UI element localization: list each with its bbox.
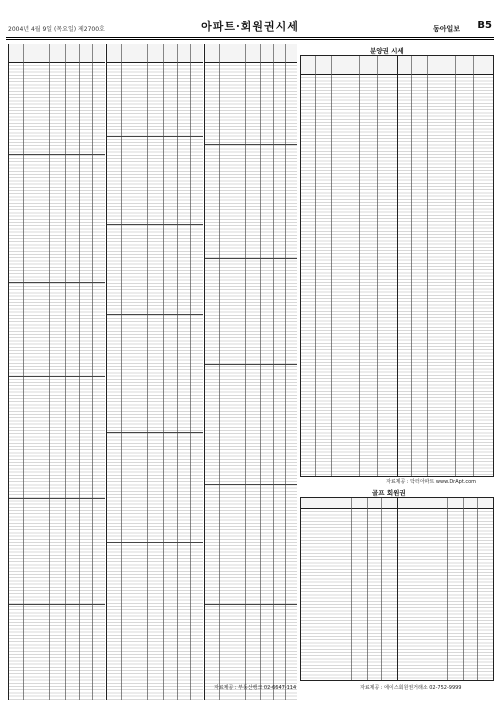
- price-table-column-1: [8, 44, 105, 700]
- presale-table: [300, 55, 494, 477]
- price-table-column-2: [106, 44, 203, 700]
- main-source-note: 자료제공 : 부동산뱅크 02-6647-114: [214, 685, 297, 691]
- date-line: 2004년 4월 9일 (목요일) 제2700호: [8, 26, 105, 33]
- page-title: 아파트·회원권시세: [201, 20, 299, 33]
- page-header: [0, 0, 500, 44]
- newspaper-name: 동아일보: [432, 24, 460, 33]
- presale-source-note: 자료제공 : 닥터아파트 www.DrApt.com: [386, 479, 477, 485]
- golf-table: [300, 497, 494, 681]
- golf-source-note: 자료제공 : 에이스회원권거래소 02-752-9999: [360, 685, 462, 691]
- golf-section-title: 골프 회원권: [372, 489, 406, 497]
- header-rule-secondary: [6, 39, 494, 40]
- price-table-column-3: [204, 44, 297, 700]
- header-rule: [6, 37, 494, 38]
- page-number: B5: [477, 20, 492, 31]
- presale-section-title: 분양권 시세: [370, 47, 404, 55]
